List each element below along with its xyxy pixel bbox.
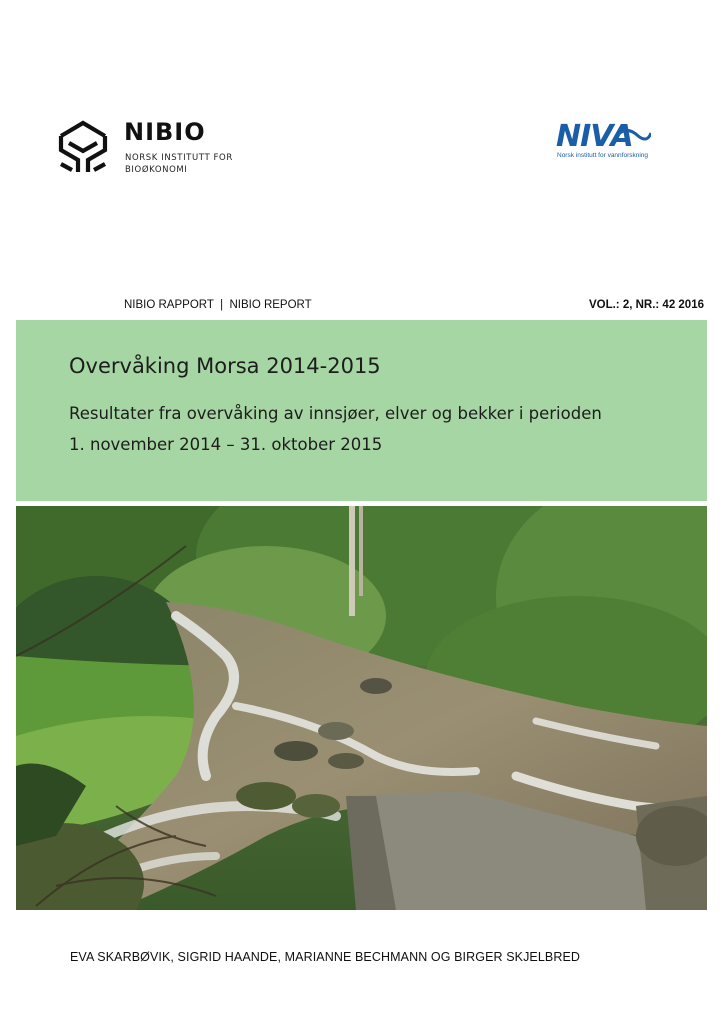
nibio-subtitle-line2: BIOØKONOMI — [125, 165, 188, 175]
niva-logo — [555, 120, 655, 164]
nibio-logo — [58, 118, 248, 178]
nibio-cube-icon — [58, 120, 108, 174]
authors: EVA SKARBØVIK, SIGRID HAANDE, MARIANNE BECHMANN OG BIRGER SKJELBRED — [70, 950, 581, 964]
nibio-wordmark: NIBIO — [124, 118, 206, 146]
cover-photo — [16, 506, 707, 910]
nibio-subtitle-line1: NORSK INSTITUTT FOR — [125, 153, 233, 163]
report-volume: VOL.: 2, NR.: 42 2016 — [588, 299, 704, 311]
niva-wordmark — [555, 120, 651, 150]
niva-wordmark-text: NIVA — [556, 120, 633, 150]
report-title: Overvåking Morsa 2014-2015 — [69, 354, 381, 378]
report-subtitle — [69, 398, 689, 460]
nibio-subtitle — [125, 152, 233, 176]
report-subtitle-line2: 1. november 2014 – 31. oktober 2015 — [69, 435, 383, 454]
report-series: NIBIO RAPPORT | NIBIO REPORT — [124, 299, 312, 311]
title-band — [16, 320, 707, 501]
river-photo-illustration — [16, 506, 707, 910]
niva-subtitle: Norsk institutt for vannforskning — [557, 152, 649, 159]
report-subtitle-line1: Resultater fra overvåking av innsjøer, elver og bekker i perioden — [69, 404, 602, 423]
